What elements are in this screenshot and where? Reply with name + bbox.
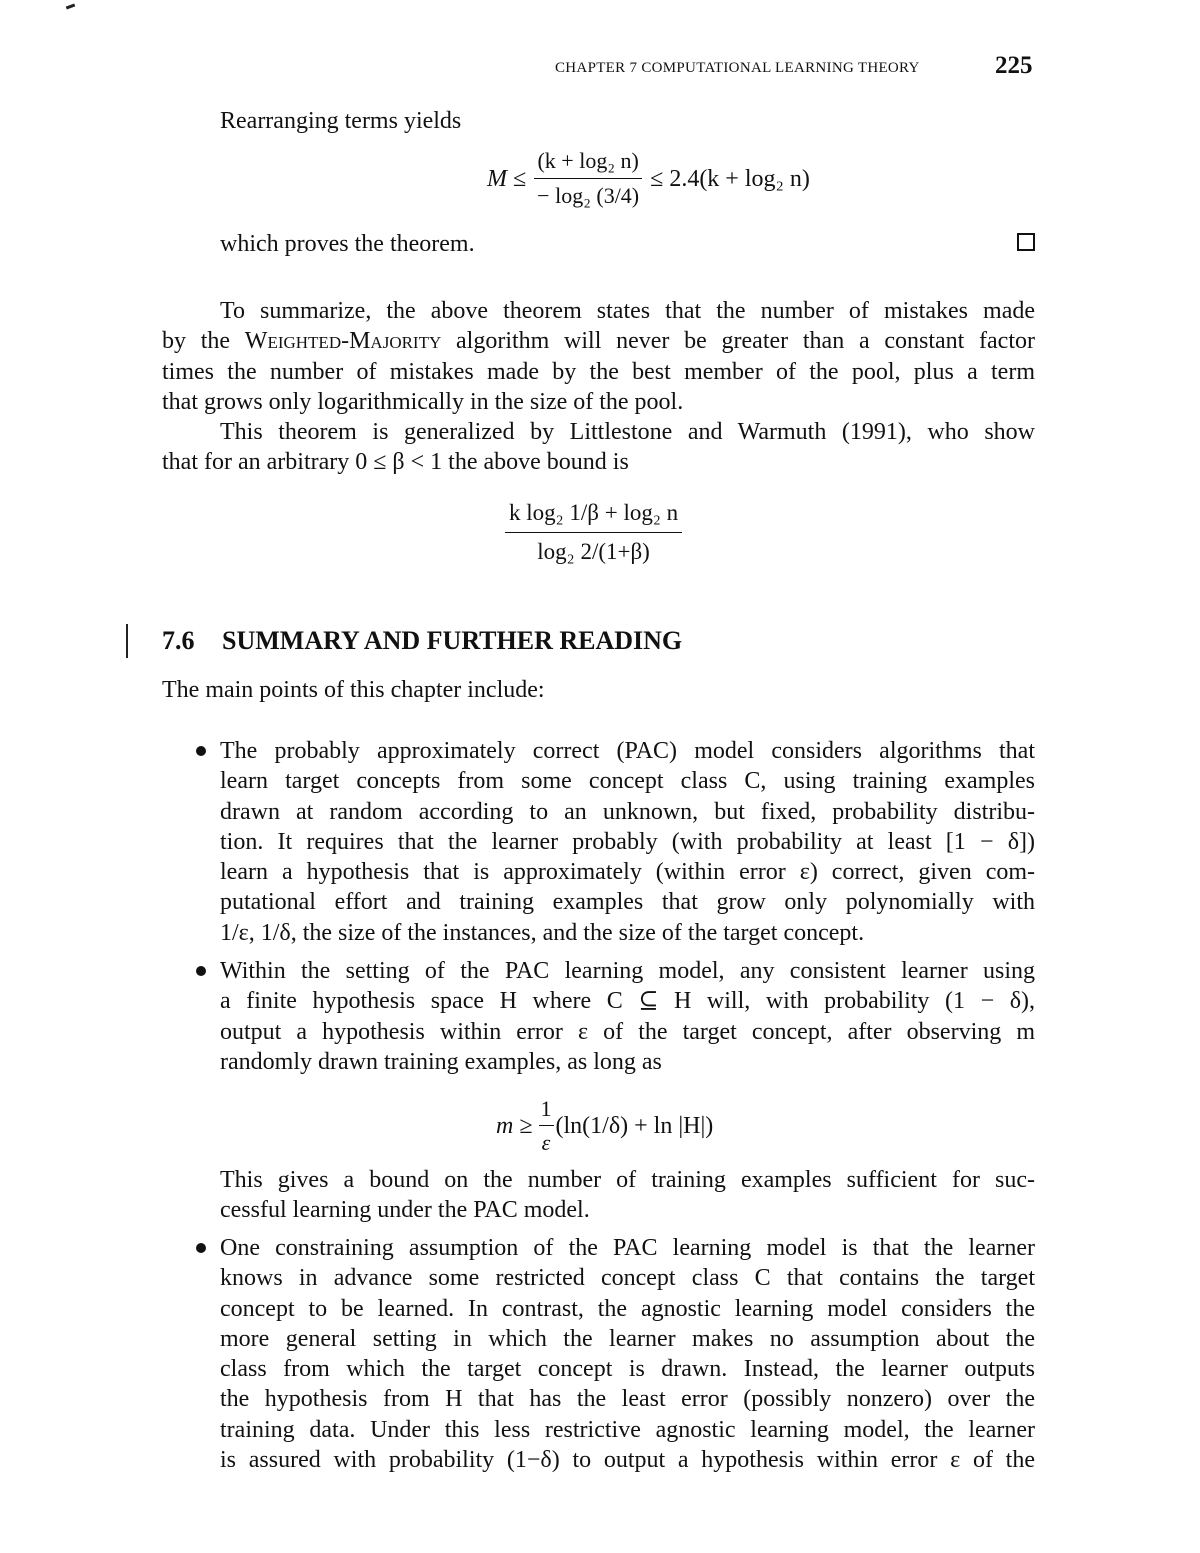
bullet-consistent-learner bbox=[220, 956, 1035, 1077]
bullet-line: more general setting in which the learner makes no assumption about the bbox=[220, 1325, 1035, 1352]
bullet-line: knows in advance some restricted concept class C that contains the target bbox=[220, 1265, 1035, 1292]
generalization-paragraph bbox=[162, 417, 1035, 478]
bullet-line: drawn at random according to an unknown, but fixed, probability distribu- bbox=[220, 798, 1035, 825]
section-intro: The main points of this chapter include: bbox=[162, 677, 545, 703]
bullet-dot-icon bbox=[196, 966, 206, 976]
eq2-denominator: log₂ 2/(1+β) bbox=[537, 539, 650, 565]
summary-paragraph bbox=[162, 296, 1035, 417]
margin-change-bar bbox=[126, 624, 128, 658]
bullet-line: class from which the target concept is drawn. Instead, the learner outputs bbox=[220, 1356, 1035, 1383]
eq2-fraction bbox=[505, 498, 682, 568]
bullet-line: learn target concepts from some concept class C, using training examples bbox=[220, 768, 1035, 795]
section-heading bbox=[162, 626, 682, 656]
bullet-line: training data. Under this less restrictive agnostic learning model, the learner bbox=[220, 1416, 1035, 1443]
eq3-fraction bbox=[539, 1094, 554, 1159]
bullet-line: a finite hypothesis space H where C ⊆ H will, with probability (1 − δ), bbox=[220, 988, 1035, 1015]
eq1-lhs: M ≤ bbox=[487, 165, 527, 192]
bullet-line: is assured with probability (1−δ) to output a hypothesis within error ε of the bbox=[220, 1447, 1035, 1474]
eq2-numerator: k log₂ 1/β + log₂ n bbox=[505, 498, 682, 533]
bullet-line: The probably approximately correct (PAC) model considers algorithms that bbox=[220, 738, 1035, 764]
bullet-line: cessful learning under the PAC model. bbox=[220, 1197, 590, 1224]
bullet-line: Within the setting of the PAC learning model, any consistent learner using bbox=[220, 958, 1035, 984]
scan-mark bbox=[66, 4, 75, 10]
generalization-line: that for an arbitrary 0 ≤ β < 1 the above bound is bbox=[162, 449, 629, 476]
bullet-dot-icon bbox=[196, 1243, 206, 1253]
eq1-numerator: (k + log₂ n) bbox=[534, 146, 641, 179]
proves-text: which proves the theorem. bbox=[220, 231, 475, 257]
eq1-denominator: − log₂ (3/4) bbox=[537, 183, 640, 209]
section-number: 7.6 bbox=[162, 626, 195, 655]
bullet-line: randomly drawn training examples, as long as bbox=[220, 1048, 662, 1075]
summary-line: times the number of mistakes made by the best member of the pool, plus a term bbox=[162, 358, 1035, 385]
bullet-agnostic-learning bbox=[220, 1233, 1035, 1475]
summary-line-algorithm: by the Weighted-Majority algorithm will never be greater than a constant factor bbox=[162, 328, 1035, 355]
equation-sample-complexity bbox=[496, 1094, 713, 1159]
bullet-consistent-learner-continued bbox=[220, 1165, 1035, 1226]
bullet-line: One constraining assumption of the PAC learning model is that the learner bbox=[220, 1235, 1035, 1261]
eq3-denominator: ε bbox=[541, 1130, 551, 1156]
bullet-pac-model bbox=[220, 736, 1035, 948]
summary-line: To summarize, the above theorem states that the number of mistakes made bbox=[220, 298, 1035, 324]
bullet-line: tion. It requires that the learner probably (with probability at least [1 − δ]) bbox=[220, 828, 1035, 855]
generalization-line: This theorem is generalized by Littlestone and Warmuth (1991), who show bbox=[220, 419, 1035, 445]
bullet-line: learn a hypothesis that is approximately (within error ε) correct, given com- bbox=[220, 859, 1035, 886]
equation-mistake-bound bbox=[487, 146, 810, 212]
bullet-line: output a hypothesis within error ε of the target concept, after observing m bbox=[220, 1018, 1035, 1045]
eq1-fraction bbox=[534, 146, 642, 212]
rearranging-text: Rearranging terms yields bbox=[220, 108, 462, 134]
bullet-dot-icon bbox=[196, 746, 206, 756]
eq3-rhs: (ln(1/δ) + ln |H|) bbox=[555, 1113, 714, 1140]
section-title: SUMMARY AND FURTHER READING bbox=[222, 626, 683, 655]
bullet-line: This gives a bound on the number of training examples sufficient for suc- bbox=[220, 1167, 1035, 1193]
page-number: 225 bbox=[995, 52, 1033, 79]
bullet-line: 1/ε, 1/δ, the size of the instances, and the size of the target concept. bbox=[220, 919, 865, 946]
summary-line: that grows only logarithmically in the size of the pool. bbox=[162, 388, 684, 415]
qed-box-icon bbox=[1017, 233, 1035, 251]
eq3-numerator: 1 bbox=[539, 1094, 554, 1126]
running-head: CHAPTER 7 COMPUTATIONAL LEARNING THEORY bbox=[555, 60, 920, 76]
eq3-lhs: m ≥ bbox=[496, 1113, 533, 1140]
eq1-rhs: ≤ 2.4(k + log₂ n) bbox=[650, 165, 810, 192]
bullet-line: putational effort and training examples that grow only polynomially with bbox=[220, 889, 1035, 916]
bullet-line: the hypothesis from H that has the least error (possibly nonzero) over the bbox=[220, 1386, 1035, 1413]
equation-general-bound bbox=[505, 498, 682, 568]
bullet-line: concept to be learned. In contrast, the agnostic learning model considers the bbox=[220, 1295, 1035, 1322]
algorithm-name: Weighted-Majority bbox=[244, 328, 442, 355]
